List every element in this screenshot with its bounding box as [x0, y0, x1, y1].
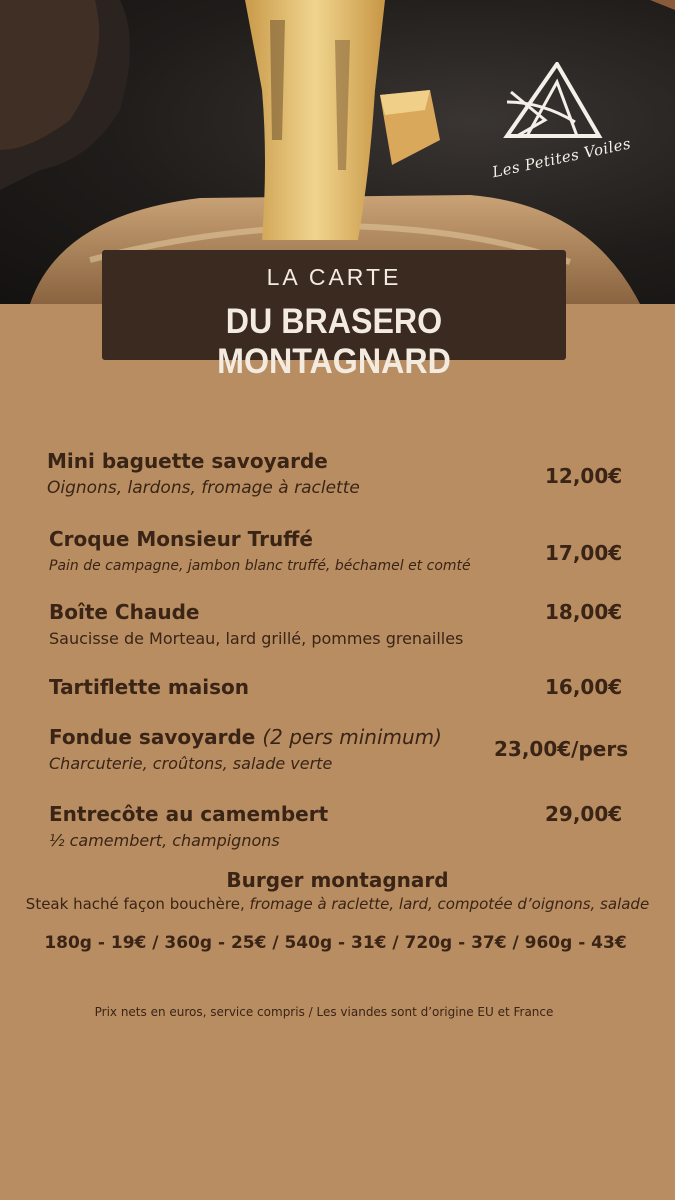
sail-logo-icon	[487, 62, 617, 152]
item-name: Croque Monsieur Truffé	[49, 527, 313, 551]
item-note: (2 pers minimum)	[262, 725, 442, 749]
item-price: 12,00€	[545, 464, 623, 488]
burger-description	[0, 895, 675, 913]
title-small: LA CARTE	[266, 264, 402, 290]
brand-logo	[487, 62, 633, 182]
title-big: DU BRASERO MONTAGNARD	[217, 302, 451, 381]
item-description: Oignons, lardons, fromage à raclette	[47, 478, 360, 498]
item-name: Tartiflette maison	[49, 675, 249, 699]
burger-description-rest: fromage à raclette, lard, compotée d’oignons, salade	[249, 895, 650, 913]
item-price: 17,00€	[545, 541, 623, 565]
item-name: Mini baguette savoyarde	[47, 449, 328, 473]
item-name: Fondue savoyarde	[49, 725, 256, 749]
burger-sizes: 180g - 19€ / 360g - 25€ / 540g - 31€ / 720g - 37€ / 960g - 43€	[44, 933, 627, 953]
item-price: 29,00€	[545, 802, 623, 826]
item-description: Charcuterie, croûtons, salade verte	[49, 754, 333, 773]
title-box	[102, 250, 566, 381]
burger-title: Burger montagnard	[226, 868, 449, 892]
item-price: 18,00€	[545, 600, 623, 624]
item-description: Pain de campagne, jambon blanc truffé, béchamel et comté	[49, 558, 471, 574]
item-price: 16,00€	[545, 675, 623, 699]
item-name: Boîte Chaude	[49, 600, 200, 624]
item-price: 23,00€/pers	[494, 737, 629, 761]
item-name: Entrecôte au camembert	[49, 802, 329, 826]
item-description: ½ camembert, champignons	[49, 831, 280, 850]
item-description: Saucisse de Morteau, lard grillé, pommes grenailles	[49, 629, 464, 648]
burger-description-start: Steak haché façon bouchère,	[25, 895, 250, 913]
logo-text: Les Petites Voiles	[490, 134, 633, 182]
footer-note: Prix nets en euros, service compris / Les viandes sont d’origine EU et France	[94, 1005, 554, 1019]
